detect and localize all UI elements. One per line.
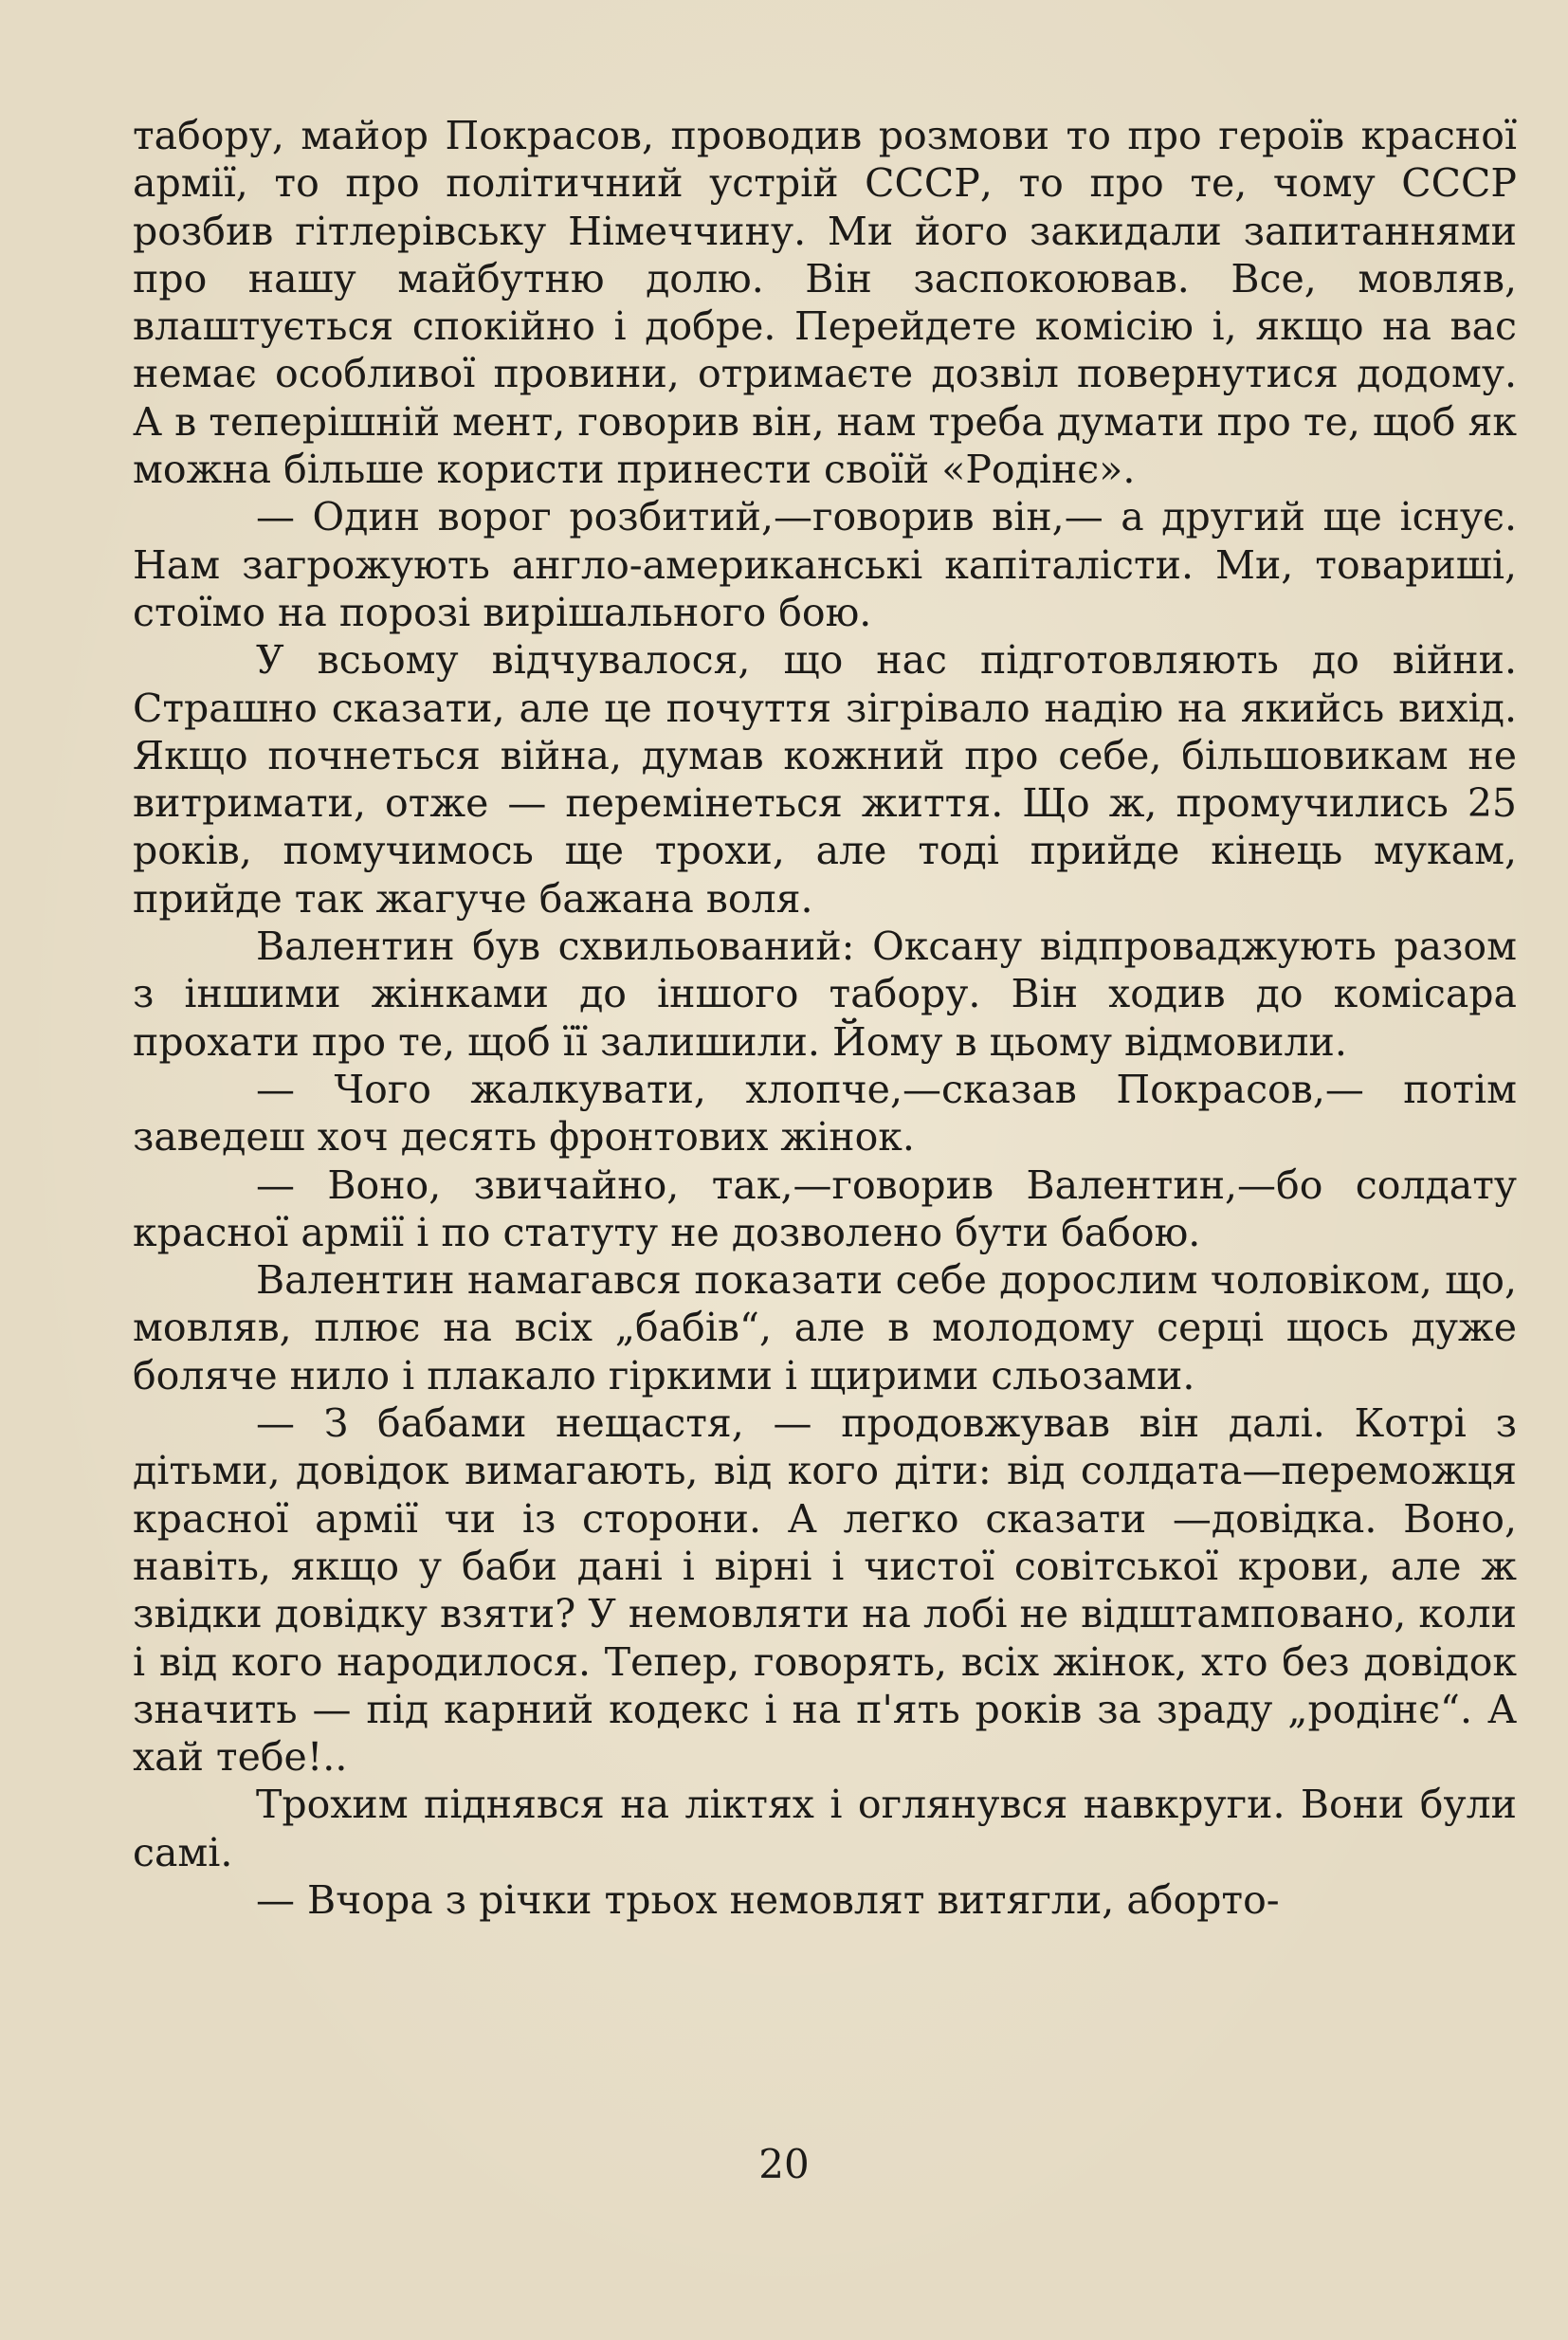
paragraph-7: Валентин намагався показати себе дорослим чоловіком, що, мовляв, плює на всіх „бабів“, але в молодому серці щось дуже боляче нило і плакало гіркими і щирими сльозами. <box>133 1257 1517 1399</box>
paragraph-1: табору, майор Покрасов, проводив розмови то про героїв красної армії, то про політичний устрій СССР, то про те, чому СССР розбив гітлерівську Німеччину. Ми його закидали запитаннями про нашу майбутню долю. Він заспокоював. Все, мовляв, влаштується спокійно і добре. Перейдете комісію і, якщо на вас немає особливої провини, отримаєте дозвіл повернутися додому. А в теперішній мент, говорив він, нам треба думати про те, щоб як можна більше користи принести своїй «Родінє». <box>133 113 1517 493</box>
paragraph-9: Трохим піднявся на ліктях і оглянувся навкруги. Вони були самі. <box>133 1782 1517 1875</box>
paragraph-4: Валентин був схвильований: Оксану відпроваджують разом з іншими жінками до іншого табору. Він ходив до комісара прохати про те, щоб її залишили. Йому в цьому відмовили. <box>133 923 1517 1065</box>
paragraph-2: — Один ворог розбитий,—говорив він,— а другий ще існує. Нам загрожують англо-американські капіталісти. Ми, товариші, стоїмо на порозі вирішального бою. <box>133 494 1517 635</box>
paragraph-6: — Воно, звичайно, так,—говорив Валентин,—бо солдату красної армії і по статуту не дозволено бути бабою. <box>133 1161 1517 1255</box>
paragraph-5: — Чого жалкувати, хлопче,—сказав Покрасов,— потім заведеш хоч десять фронтових жінок. <box>133 1066 1517 1161</box>
paragraph-3: У всьому відчувалося, що нас підготовляють до війни. Страшно сказати, але це почуття зігрівало надію на якийсь вихід. Якщо почнеться війна, думав кожний про себе, більшовикам не витримати, отже — перемінеться життя. Що ж, промучились 25 років, помучимось ще трохи, але тоді прийде кінець мукам, прийде так жагуче бажана воля. <box>133 637 1517 922</box>
page-number: 20 <box>758 2141 810 2187</box>
paragraph-10: — Вчора з річки трьох немовлят витягли, аборто- <box>256 1876 1280 1923</box>
page-text <box>133 112 1517 1924</box>
paragraph-8: — З бабами нещастя, — продовжував він далі. Котрі з дітьми, довідок вимагають, від кого діти: від солдата—переможця красної армії чи із сторони. А легко сказати —довідка. Воно, навіть, якщо у баби дані і вірні і чистої совітської крови, але ж звідки довідку взяти? У немовляти на лобі не відштамповано, коли і від кого народилося. Тепер, говорять, всіх жінок, хто без довідок значить — під карний кодекс і на п'ять років за зраду „родінє“. А хай тебе!.. <box>133 1400 1517 1781</box>
